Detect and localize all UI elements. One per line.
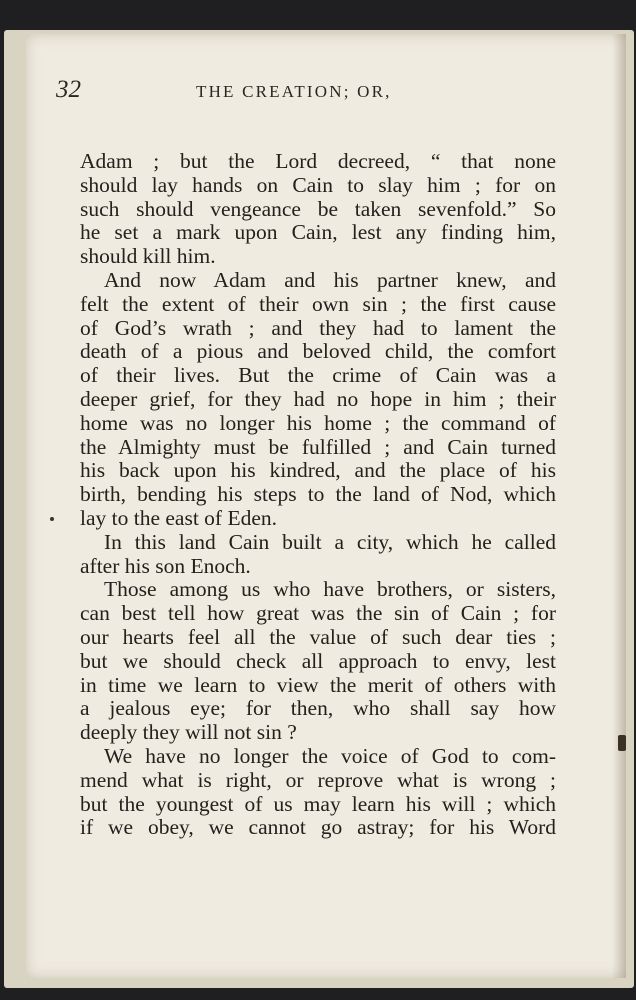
margin-ink-dot	[50, 517, 54, 521]
text-line: should kill him.	[80, 244, 216, 269]
text-line: in time we learn to view the merit of others with	[80, 672, 556, 697]
text-line: such should vengeance be taken sevenfold.” So	[80, 196, 556, 221]
text-line: a jealous eye; for then, who shall say how	[80, 696, 556, 721]
text-line: deeply they will not sin ?	[80, 720, 297, 745]
page-number: 32	[56, 76, 81, 103]
page-gutter-shadow	[612, 34, 626, 978]
text-line: Those among us who have brothers, or sisters,	[104, 577, 556, 602]
text-line: of God’s wrath ; and they had to lament the	[80, 315, 556, 340]
text-line: deeper grief, for they had no hope in him ; their	[80, 386, 556, 411]
text-line: In this land Cain built a city, which he called	[104, 529, 556, 554]
text-line: after his son Enoch.	[80, 553, 251, 578]
text-line: but we should check all approach to envy, lest	[80, 648, 556, 673]
text-line: our hearts feel all the value of such dear ties ;	[80, 624, 556, 649]
running-head: THE CREATION; OR,	[196, 82, 392, 101]
text-line: if we obey, we cannot go astray; for his Word	[80, 815, 556, 840]
page-edge-mark	[618, 735, 626, 751]
text-line: We have no longer the voice of God to com-	[104, 743, 556, 768]
text-line: but the youngest of us may learn his will ; which	[80, 791, 556, 816]
text-line: birth, bending his steps to the land of Nod, which	[80, 482, 556, 507]
text-line: felt the extent of their own sin ; the first cause	[80, 291, 556, 316]
text-line: Adam ; but the Lord decreed, “ that none	[80, 149, 556, 173]
text-line: death of a pious and beloved child, the comfort	[80, 339, 556, 364]
body-text	[80, 150, 556, 840]
text-line: he set a mark upon Cain, lest any finding him,	[80, 220, 556, 245]
text-line: his back upon his kindred, and the place of his	[80, 458, 556, 483]
text-line: of their lives. But the crime of Cain was a	[80, 363, 556, 388]
text-line: mend what is right, or reprove what is wrong ;	[80, 767, 556, 792]
page-header	[56, 72, 556, 112]
text-line: should lay hands on Cain to slay him ; for on	[80, 172, 556, 197]
text-line: can best tell how great was the sin of Cain ; for	[80, 601, 556, 626]
text-line: And now Adam and his partner knew, and	[104, 267, 556, 292]
text-line: the Almighty must be fulfilled ; and Cain turned	[80, 434, 556, 459]
text-line: lay to the east of Eden.	[80, 505, 278, 530]
text-line: home was no longer his home ; the command of	[80, 410, 556, 435]
